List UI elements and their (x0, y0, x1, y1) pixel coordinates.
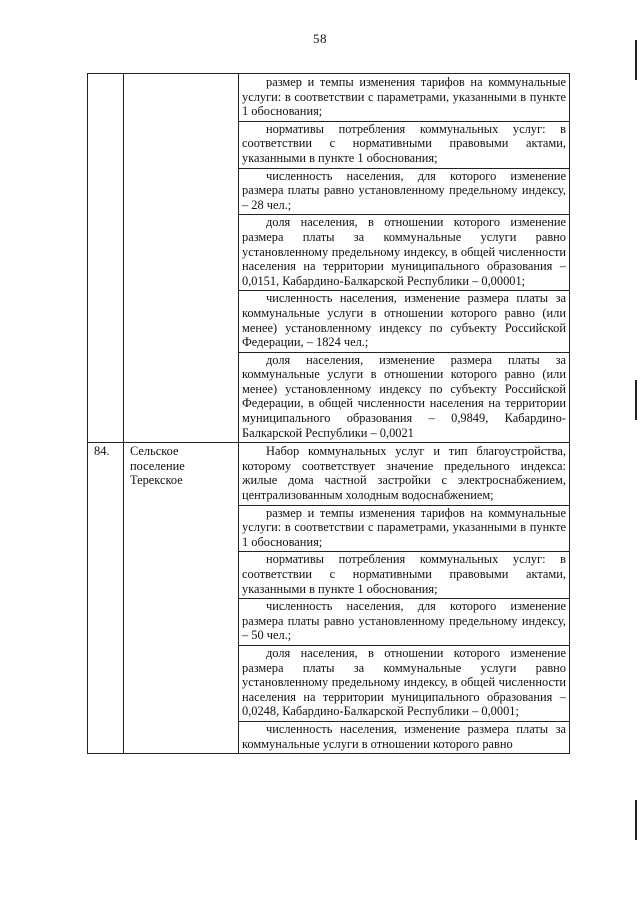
details-cell (239, 74, 570, 443)
page-number: 58 (313, 31, 327, 46)
detail-paragraph: доля населения, в отношении которого изменение размера платы за коммунальные услуги равно установленному предельному индексу, в общей численности населения на территории муниципального образования – 0,0248, Кабардино-Балкарской Республики – 0,0001; (239, 646, 569, 722)
details-cell (239, 443, 570, 754)
table-row (88, 74, 570, 443)
margin-mark-middle (635, 380, 637, 420)
detail-paragraph: численность населения, изменение размера платы за коммунальные услуги в отношении которого равно (242, 721, 566, 751)
detail-paragraph: доля населения, в отношении которого изменение размера платы за коммунальные услуги равно установленному предельному индексу, в общей численности населения на территории муниципального образования – 0,0151, Кабардино-Балкарской Республики – 0,00001; (239, 215, 569, 291)
detail-paragraph: численность населения, для которого изменение размера платы равно установленному предельному индексу, – 28 чел.; (239, 169, 569, 216)
detail-paragraph: размер и темпы изменения тарифов на коммунальные услуги: в соответствии с параметрами, указанными в пункте 1 обоснования; (239, 74, 569, 122)
detail-paragraph: размер и темпы изменения тарифов на коммунальные услуги: в соответствии с параметрами, указанными в пункте 1 обоснования; (239, 506, 569, 553)
detail-paragraph: нормативы потребления коммунальных услуг: в соответствии с нормативными правовыми актами, указанными в пункте 1 обоснования; (239, 122, 569, 169)
row-number-cell (88, 74, 124, 443)
margin-mark-top (635, 40, 637, 80)
detail-paragraph: численность населения, для которого изменение размера платы равно установленному предельному индексу, – 50 чел.; (239, 599, 569, 646)
margin-mark-bottom (635, 800, 637, 840)
place-cell: Сельское поселение Терекское (124, 443, 239, 754)
row-number-cell: 84. (88, 443, 124, 754)
detail-paragraph: нормативы потребления коммунальных услуг: в соответствии с нормативными правовыми актами, указанными в пункте 1 обоснования; (239, 552, 569, 599)
tariff-table (87, 73, 570, 754)
table-row (88, 443, 570, 754)
detail-paragraph: численность населения, изменение размера платы за коммунальные услуги в отношении которого равно (или менее) установленному индексу по субъекту Российской Федерации, – 1824 чел.; (239, 291, 569, 352)
detail-paragraph: Набор коммунальных услуг и тип благоустройства, которому соответствует значение предельного индекса: жилые дома частной застройки с электроснабжением, централизованным холодным водоснабжением; (239, 443, 569, 505)
detail-paragraph: доля населения, изменение размера платы за коммунальные услуги в отношении которого равно (или менее) установленному индексу по субъекту Российской Федерации, в общей численности населения на территории муниципального образования – 0,9849, Кабардино-Балкарской Республики – 0,0021 (242, 352, 566, 440)
place-cell (124, 74, 239, 443)
